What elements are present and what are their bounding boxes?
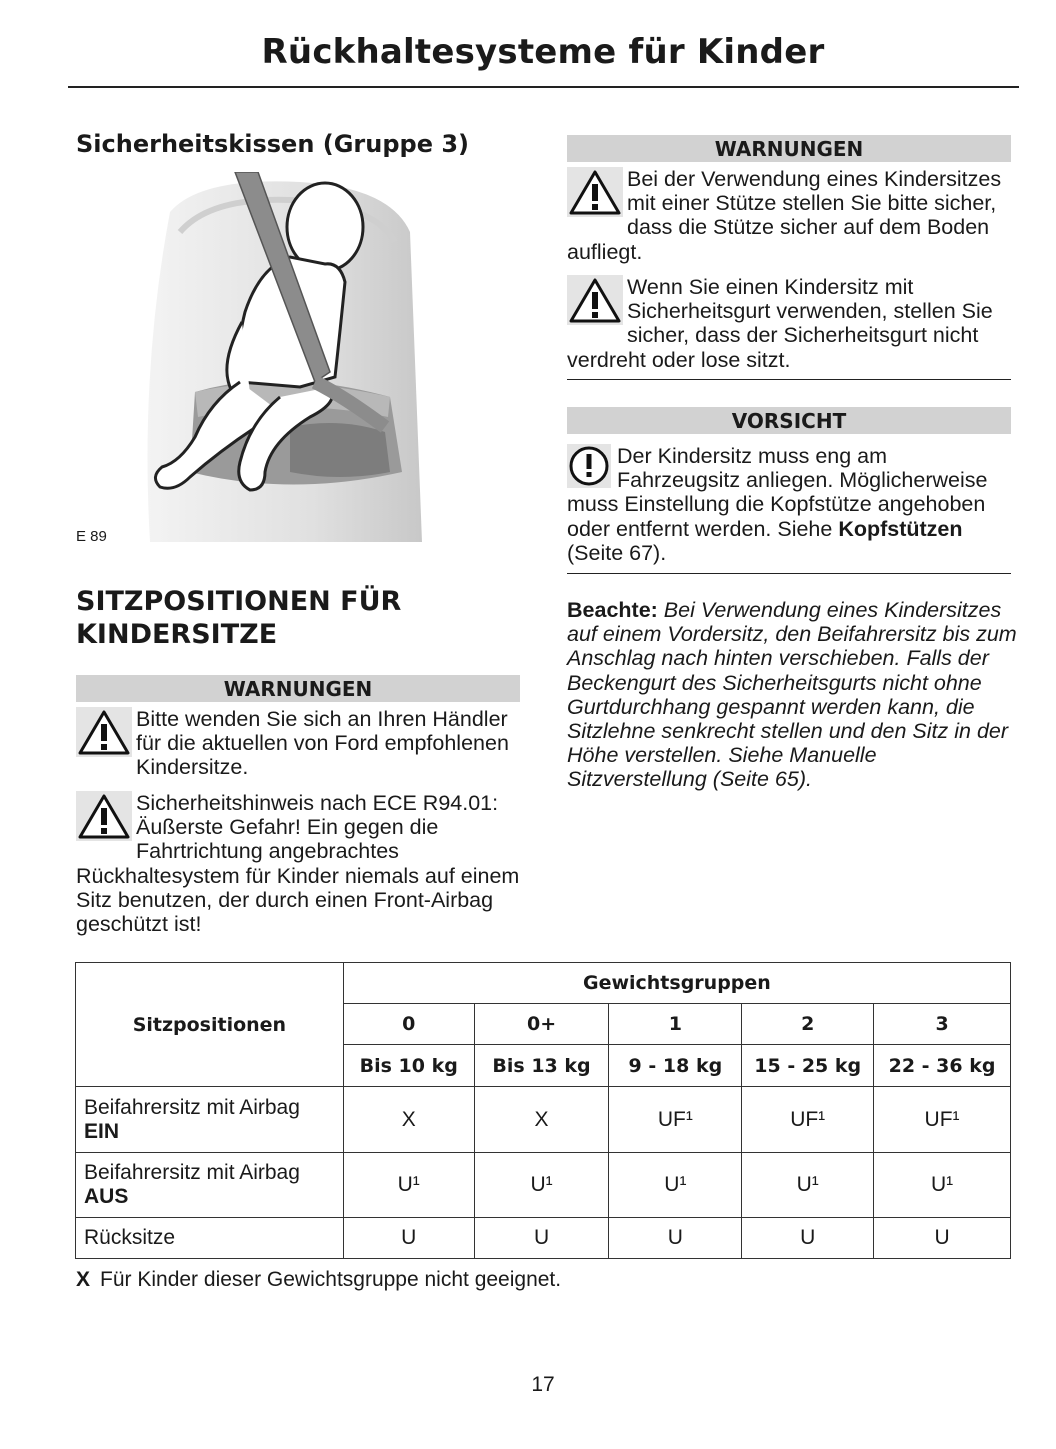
row-label: Beifahrersitz mit Airbag EIN [76,1087,344,1153]
group-header: 0 [343,1004,474,1045]
table-cell: U¹ [609,1153,742,1218]
booster-heading: Sicherheitskissen (Gruppe 3) [76,130,470,158]
group-header: 2 [742,1004,874,1045]
weight-header: 22 - 36 kg [874,1045,1011,1087]
table-cell: U¹ [474,1153,609,1218]
legend-text: Für Kinder dieser Gewichtsgruppe nicht geeignet. [100,1268,562,1291]
warning-triangle-icon [76,707,136,759]
weight-header: Bis 10 kg [343,1045,474,1087]
warnings-end-rule [567,379,1011,380]
warning-support-leg: Bei der Verwendung eines Kindersitzes mit einer Stütze stellen Sie bitte sicher, dass die Stütze sicher auf dem Boden aufliegt. [567,167,1002,264]
warning-seat-belt: Wenn Sie einen Kindersitz mit Sicherheitsgurt verwenden, stellen Sie sicher, dass der Sicherheitsgurt nicht verdreht oder lose sitzt. [567,275,993,372]
table-cell: U¹ [874,1153,1011,1218]
warnings-bar-right: WARNUNGEN [567,135,1011,162]
table-cell: U [742,1218,874,1259]
page-title: Rückhaltesysteme für Kinder [261,32,825,72]
row-label: Beifahrersitz mit Airbag AUS [76,1153,344,1218]
warning-triangle-icon [567,275,627,327]
table-cell: U¹ [742,1153,874,1218]
group-header: 0+ [474,1004,609,1045]
table-cell: X [343,1087,474,1153]
note-text: Bei Verwendung eines Kindersitzes auf einem Vordersitz, den Beifahrersitz bis zum Anschlag nach hinten verschieben. Falls der Beckengurt des Sicherheitsgurts nicht ohne Gurtdurchhang gespannt werden kann, die Sitzlehne senkrecht stellen und den Sitz in der Höhe verstellen. Siehe Manuelle Sitzverstellung (Seite 65). [567,598,1017,792]
table-cell: X [474,1087,609,1153]
table-row [76,1153,1011,1218]
weight-header: 9 - 18 kg [609,1045,742,1087]
table-cell: UF¹ [874,1087,1011,1153]
headrest-link[interactable]: Kopfstützen [838,516,963,541]
table-cell: UF¹ [742,1087,874,1153]
warning-triangle-icon [567,167,627,219]
legend-symbol: X [76,1268,91,1291]
page-number: 17 [531,1373,555,1396]
warning-dealer: Bitte wenden Sie sich an Ihren Händler für die aktuellen von Ford empfohlenen Kindersitze. [76,707,522,780]
seating-positions-table [75,962,1011,1259]
warnings-bar-left: WARNUNGEN [76,675,520,702]
table-cell: U [874,1218,1011,1259]
table-legend [76,1268,561,1292]
table-cell: U¹ [343,1153,474,1218]
booster-seat-illustration [140,172,422,542]
table-cell: U [343,1218,474,1259]
caution-end-rule [567,573,1011,574]
table-cell: U [609,1218,742,1259]
row-label: Rücksitze [76,1218,344,1259]
note-label: Beachte: [567,598,658,622]
warning-triangle-icon [76,791,136,843]
weight-header: 15 - 25 kg [742,1045,874,1087]
title-divider [68,86,1019,88]
group-header: 3 [874,1004,1011,1045]
figure-label: E 89 [76,528,107,545]
weight-header: Bis 13 kg [474,1045,609,1087]
seating-positions-heading: SITZPOSITIONEN FÜR KINDERSITZE [76,586,402,650]
weight-groups-header: Gewichtsgruppen [343,963,1010,1004]
warning-airbag: Sicherheitshinweis nach ECE R94.01: Äußerste Gefahr! Ein gegen die Fahrtrichtung angebrachtes Rückhaltesystem für Kinder niemals auf einem Sitz benutzen, der durch einen Front-Airbag geschützt ist! [76,791,520,937]
caution-headrest: Der Kindersitz muss eng am Fahrzeugsitz anliegen. Möglicherweise muss Einstellung die Kopfstütze angehoben oder entfernt werden. Siehe Kopfstützen (Seite 67). [567,444,988,565]
note-paragraph [567,598,1017,792]
table-cell: U [474,1218,609,1259]
seat-positions-header: Sitzpositionen [76,963,344,1087]
caution-exclamation-icon [567,444,617,492]
table-row [76,1218,1011,1259]
table-row [76,1087,1011,1153]
table-cell: UF¹ [609,1087,742,1153]
caution-bar: VORSICHT [567,407,1011,434]
group-header: 1 [609,1004,742,1045]
